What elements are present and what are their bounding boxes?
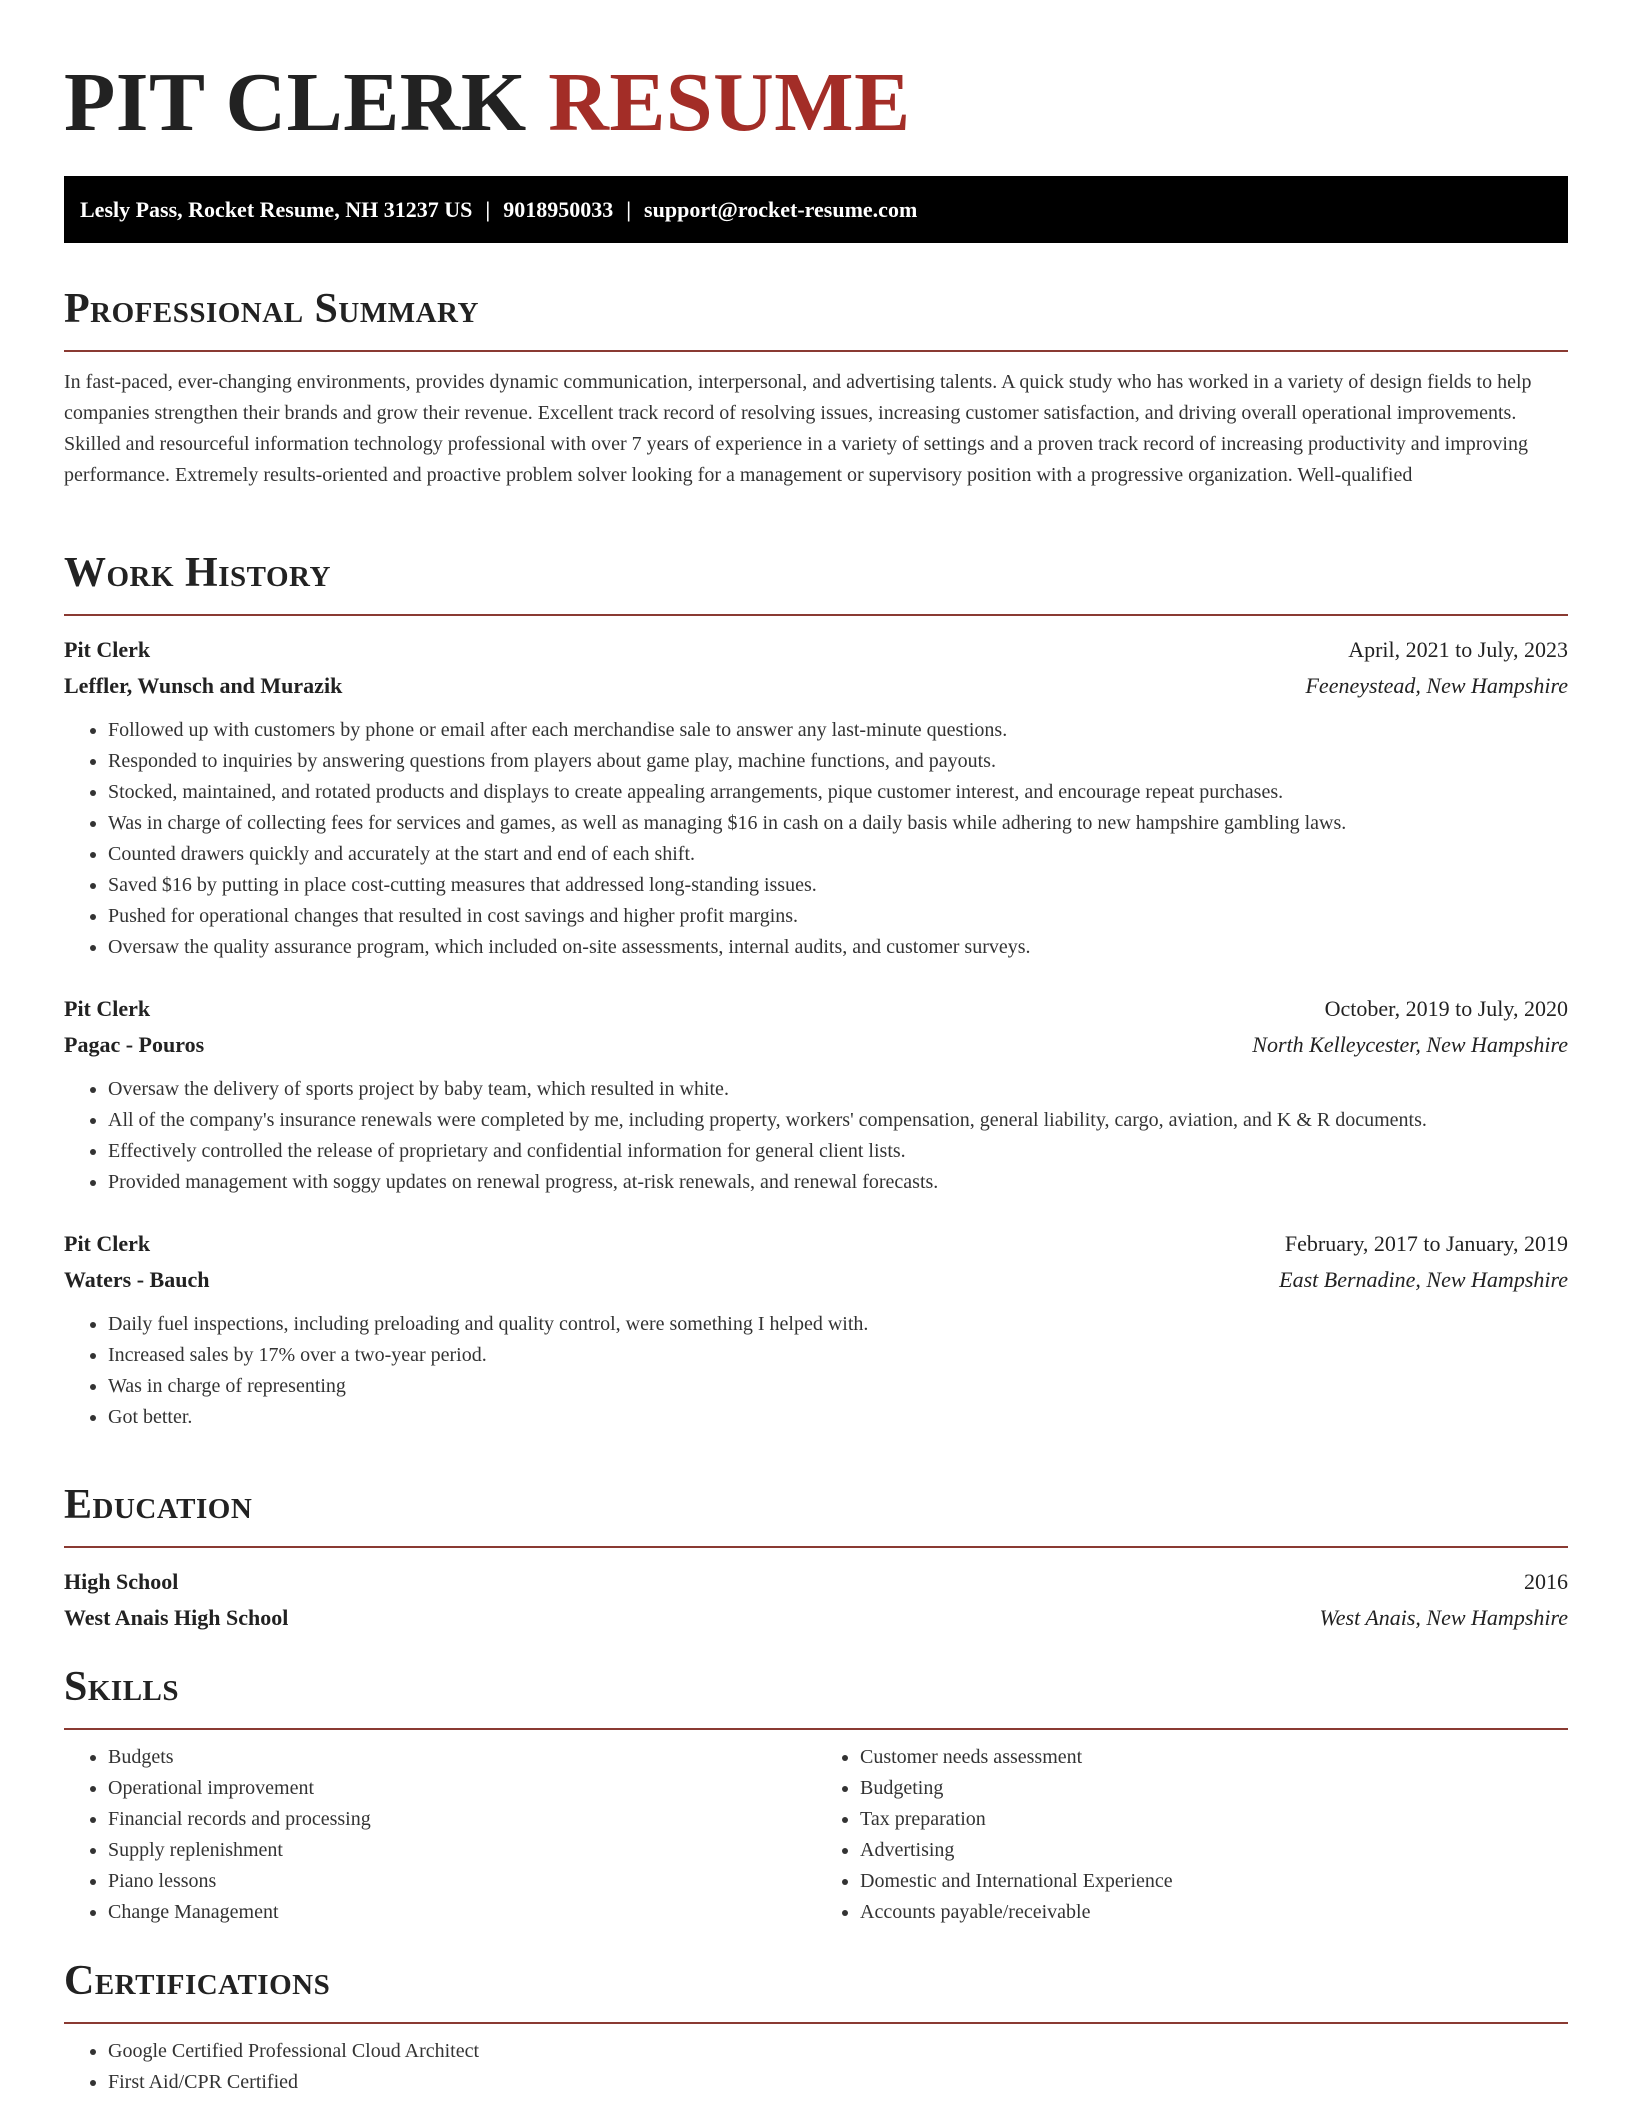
- job-company: Leffler, Wunsch and Murazik: [64, 673, 343, 698]
- list-item: • Increased sales by 17% over a two-year period.: [108, 1340, 1568, 1371]
- skill-item: • Supply replenishment: [108, 1835, 816, 1866]
- skill-item: • Piano lessons: [108, 1866, 816, 1897]
- skill-item: • Budgets: [108, 1742, 816, 1773]
- certifications-section: [64, 1956, 1568, 2098]
- education-section: [64, 1480, 1568, 1636]
- contact-address: Lesly Pass, Rocket Resume, NH 31237 US: [80, 197, 473, 222]
- job-company: Waters - Bauch: [64, 1267, 210, 1292]
- list-item: • Saved $16 by putting in place cost-cutting measures that addressed long-standing issues.: [108, 870, 1568, 901]
- list-item: • Oversaw the delivery of sports project by baby team, which resulted in white.: [108, 1074, 1568, 1105]
- work-history-heading: Work History: [64, 550, 331, 596]
- skill-item: • Advertising: [860, 1835, 1568, 1866]
- contact-phone[interactable]: 9018950033: [503, 197, 614, 222]
- education-heading: Education: [64, 1482, 253, 1528]
- list-item: • Stocked, maintained, and rotated products and displays to create appealing arrangements, pique customer interest, and encourage repeat purchases.: [108, 777, 1568, 808]
- skill-item: • Change Management: [108, 1897, 816, 1928]
- skill-item: • Domestic and International Experience: [860, 1866, 1568, 1897]
- skill-item: • Accounts payable/receivable: [860, 1897, 1568, 1928]
- skills-grid: [64, 1730, 1568, 1928]
- job-title: Pit Clerk: [64, 996, 151, 1021]
- job-bullets: [64, 1309, 1568, 1433]
- skill-item: • Operational improvement: [108, 1773, 816, 1804]
- list-item: • Responded to inquiries by answering questions from players about game play, machine functions, and payouts.: [108, 746, 1568, 777]
- job-title: Pit Clerk: [64, 637, 151, 662]
- job-dates: October, 2019 to July, 2020: [1324, 996, 1568, 1021]
- job-entry: [64, 1226, 1568, 1433]
- skills-list-right: [816, 1742, 1568, 1928]
- job-location: North Kelleycester, New Hampshire: [1252, 1032, 1568, 1057]
- list-item: • Got better.: [108, 1402, 1568, 1433]
- skills-list-left: [64, 1742, 816, 1928]
- education-year: 2016: [1524, 1569, 1568, 1594]
- section-divider: [64, 614, 1568, 616]
- summary-section: [64, 284, 1568, 491]
- list-item: • Oversaw the quality assurance program, which included on-site assessments, internal audits, and customer surveys.: [108, 932, 1568, 963]
- list-item: • Effectively controlled the release of proprietary and confidential information for general client lists.: [108, 1136, 1568, 1167]
- education-school: West Anais High School: [64, 1605, 289, 1630]
- education-location: West Anais, New Hampshire: [1319, 1605, 1568, 1630]
- list-item: • Was in charge of representing: [108, 1371, 1568, 1402]
- list-item: • All of the company's insurance renewals were completed by me, including property, workers' compensation, general liability, cargo, aviation, and K & R documents.: [108, 1105, 1568, 1136]
- list-item: • Was in charge of collecting fees for services and games, as well as managing $16 in cash on a daily basis while adhering to new hampshire gambling laws.: [108, 808, 1568, 839]
- job-bullets: [64, 1074, 1568, 1198]
- section-divider: [64, 1546, 1568, 1548]
- job-company: Pagac - Pouros: [64, 1032, 205, 1057]
- job-entry: [64, 632, 1568, 963]
- certifications-list: [64, 2036, 1568, 2098]
- job-dates: February, 2017 to January, 2019: [1284, 1231, 1568, 1256]
- contact-bar: [64, 176, 1568, 243]
- job-title: Pit Clerk: [64, 1231, 151, 1256]
- summary-text: In fast-paced, ever-changing environments, provides dynamic communication, interpersonal, and advertising talents. A quick study who has worked in a variety of design fields to help companies strengthen their brands and grow their revenue. Excellent track record of resolving issues, increasing customer satisfaction, and driving overall operational improvements. Skilled and resourceful information technology professional with over 7 years of experience in a variety of settings and a proven track record of increasing productivity and improving performance. Extremely results-oriented and proactive problem solver looking for a management or supervisory position with a progressive organization. Well-qualified: [64, 371, 1532, 486]
- skill-item: • Budgeting: [860, 1773, 1568, 1804]
- section-divider: [64, 2022, 1568, 2024]
- skill-item: • Tax preparation: [860, 1804, 1568, 1835]
- skills-heading: Skills: [64, 1664, 180, 1710]
- job-bullets: [64, 715, 1568, 963]
- list-item: • Pushed for operational changes that resulted in cost savings and higher profit margins.: [108, 901, 1568, 932]
- job-location: Feeneystead, New Hampshire: [1305, 673, 1568, 698]
- resume-title: [64, 0, 1568, 148]
- contact-separator: |: [626, 197, 632, 222]
- skill-item: • Financial records and processing: [108, 1804, 816, 1835]
- certifications-heading: Certifications: [64, 1958, 331, 2004]
- contact-email[interactable]: support@rocket-resume.com: [644, 197, 918, 222]
- list-item: • Provided management with soggy updates on renewal progress, at-risk renewals, and renewal forecasts.: [108, 1167, 1568, 1198]
- list-item: • Followed up with customers by phone or email after each merchandise sale to answer any last-minute questions.: [108, 715, 1568, 746]
- certification-item: • Google Certified Professional Cloud Architect: [108, 2036, 1568, 2067]
- contact-separator: |: [485, 197, 491, 222]
- job-location: East Bernadine, New Hampshire: [1279, 1267, 1568, 1292]
- list-item: • Daily fuel inspections, including preloading and quality control, were something I helped with.: [108, 1309, 1568, 1340]
- job-entry: [64, 991, 1568, 1198]
- education-degree: High School: [64, 1569, 179, 1594]
- work-history-section: [64, 548, 1568, 1433]
- job-dates: April, 2021 to July, 2023: [1348, 637, 1568, 662]
- summary-heading: Professional Summary: [64, 286, 479, 332]
- skill-item: • Customer needs assessment: [860, 1742, 1568, 1773]
- title-job: PIT CLERK: [64, 56, 527, 149]
- certification-item: • First Aid/CPR Certified: [108, 2067, 1568, 2098]
- skills-section: [64, 1662, 1568, 1928]
- title-resume-word: RESUME: [548, 56, 911, 149]
- list-item: • Counted drawers quickly and accurately at the start and end of each shift.: [108, 839, 1568, 870]
- section-divider: [64, 350, 1568, 352]
